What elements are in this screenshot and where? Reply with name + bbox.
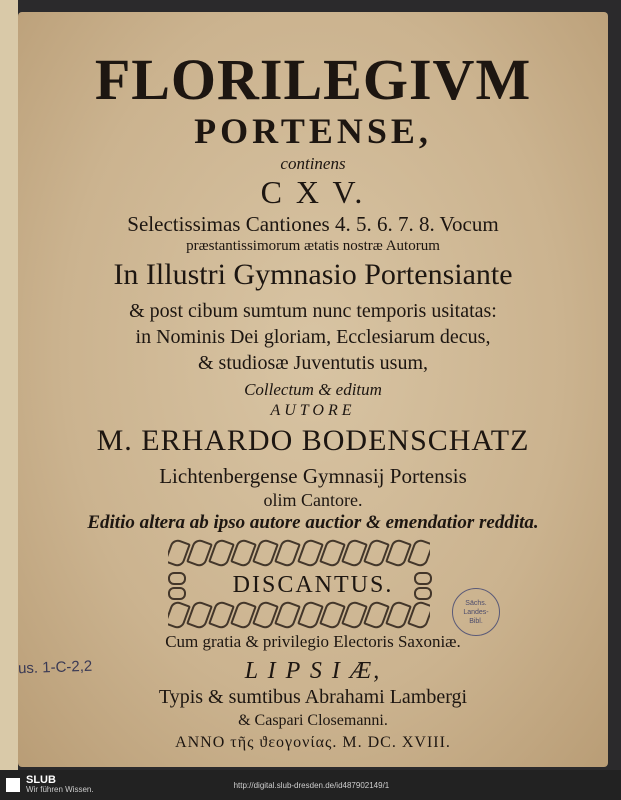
stamp-line-1: Sächs.: [465, 599, 487, 607]
permalink-url[interactable]: http://digital.slub-dresden.de/id487902149/1: [233, 780, 390, 790]
title-page: [18, 12, 608, 767]
footer-bar: [0, 770, 621, 800]
place-line: L I P S I Æ,: [244, 658, 382, 684]
author-role: olim Cantore.: [263, 490, 363, 510]
subtitle-line-2: præstantissimorum ætatis nostræ Autorum: [186, 238, 440, 254]
slub-logo-icon: [6, 778, 20, 792]
subtitle-line-3: In Illustri Gymnasio Portensiante: [113, 258, 513, 291]
year-line: ANNO τῆς ϑεογονίας. M. DC. XVIII.: [175, 734, 451, 751]
voice-part: DISCANTUS.: [232, 572, 394, 598]
edition-line: Editio altera ab ipso autore auctior & emendatior reddita.: [87, 512, 539, 533]
privilege-line: Cum gratia & privilegio Electoris Saxoniæ.: [165, 632, 461, 651]
stamp-line-3: Bibl.: [469, 617, 483, 625]
shelfmark: us. 1-C-2,2: [17, 657, 93, 678]
printer-line-1: Typis & sumtibus Abrahami Lambergi: [158, 686, 468, 708]
logo-name: SLUB: [26, 774, 56, 786]
book-spine-edge: [0, 0, 18, 770]
logo-tagline: Wir führen Wissen.: [26, 785, 94, 794]
subtitle-line-5: in Nominis Dei gloriam, Ecclesiarum decus,: [135, 326, 491, 348]
author-name: M. ERHARDO BODENSCHATZ: [96, 424, 530, 457]
slub-logo[interactable]: [6, 775, 94, 795]
ornament-bottom: [168, 598, 430, 632]
count-line: C X V.: [260, 174, 366, 210]
ornament-top: [168, 536, 430, 570]
title-second: PORTENSE,: [194, 111, 432, 151]
author-origin: Lichtenbergense Gymnasij Portensis: [159, 464, 467, 488]
autore-line: AUTORE: [270, 402, 356, 419]
subtitle-line-4: & post cibum sumtum nunc temporis usitatas:: [129, 300, 497, 322]
title-main: FLORILEGIVM: [94, 47, 532, 112]
collectum-line: Collectum & editum: [244, 380, 382, 399]
subtitle-line-6: & studiosæ Juventutis usum,: [197, 352, 429, 374]
printer-line-2: & Caspari Closemanni.: [238, 712, 388, 729]
continens-line: continens: [280, 154, 346, 173]
library-stamp: [452, 588, 500, 636]
stamp-line-2: Landes-: [463, 608, 489, 616]
subtitle-line-1: Selectissimas Cantiones 4. 5. 6. 7. 8. Vocum: [127, 212, 499, 236]
